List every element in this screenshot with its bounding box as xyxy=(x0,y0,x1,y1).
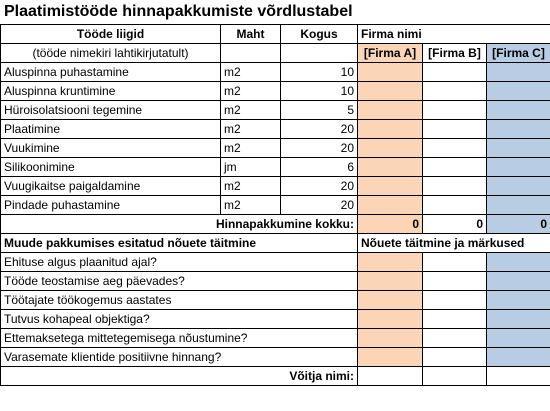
header-work-types-note[interactable]: (tööde nimekiri lahtikirjutatult) xyxy=(1,44,221,63)
quantity-cell[interactable]: 10 xyxy=(281,82,358,101)
firm-b-price-cell[interactable] xyxy=(423,63,487,82)
quantity-cell[interactable]: 20 xyxy=(281,177,358,196)
requirement-firm-c-cell[interactable] xyxy=(487,310,550,329)
quantity-cell[interactable]: 20 xyxy=(281,196,358,215)
totals-row xyxy=(1,215,550,234)
firm-a-price-cell[interactable] xyxy=(358,101,423,120)
unit-cell[interactable]: m2 xyxy=(221,177,281,196)
requirement-firm-c-cell[interactable] xyxy=(487,329,550,348)
requirement-label[interactable]: Tutvus kohapeal objektiga? xyxy=(1,310,358,329)
firm-a-price-cell[interactable] xyxy=(358,177,423,196)
requirement-row xyxy=(1,291,550,310)
work-row xyxy=(1,101,550,120)
firm-c-price-cell[interactable] xyxy=(487,177,550,196)
unit-cell[interactable]: m2 xyxy=(221,82,281,101)
quantity-cell[interactable]: 10 xyxy=(281,63,358,82)
requirement-label[interactable]: Ettemaksetega mittetegemisega nõustumine? xyxy=(1,329,358,348)
work-name-cell[interactable]: Aluspinna puhastamine xyxy=(1,63,221,82)
work-row xyxy=(1,82,550,101)
firm-a-price-cell[interactable] xyxy=(358,196,423,215)
requirement-firm-a-cell[interactable] xyxy=(358,348,423,367)
header-work-types[interactable]: Tööde liigid xyxy=(1,25,221,44)
firm-c-price-cell[interactable] xyxy=(487,158,550,177)
requirement-label[interactable]: Ehituse algus plaanitud ajal? xyxy=(1,253,358,272)
unit-cell[interactable]: m2 xyxy=(221,196,281,215)
firm-a-price-cell[interactable] xyxy=(358,82,423,101)
firm-c-price-cell[interactable] xyxy=(487,63,550,82)
firm-b-price-cell[interactable] xyxy=(423,82,487,101)
work-name-cell[interactable]: Pindade puhastamine xyxy=(1,196,221,215)
requirement-row xyxy=(1,310,550,329)
firm-c-price-cell[interactable] xyxy=(487,101,550,120)
firm-a-price-cell[interactable] xyxy=(358,63,423,82)
firm-b-price-cell[interactable] xyxy=(423,177,487,196)
requirement-firm-c-cell[interactable] xyxy=(487,291,550,310)
total-firm-a[interactable]: 0 xyxy=(358,215,423,234)
winner-label[interactable]: Võitja nimi: xyxy=(1,367,358,386)
requirement-label[interactable]: Tööde teostamise aeg päevades? xyxy=(1,272,358,291)
firm-b-price-cell[interactable] xyxy=(423,101,487,120)
requirement-row xyxy=(1,272,550,291)
work-row xyxy=(1,177,550,196)
requirement-firm-a-cell[interactable] xyxy=(358,272,423,291)
requirements-header-left[interactable]: Muude pakkumises esitatud nõuete täitmine xyxy=(1,234,358,253)
comparison-table xyxy=(0,24,550,386)
requirement-firm-a-cell[interactable] xyxy=(358,310,423,329)
winner-firm-a-cell[interactable] xyxy=(358,367,423,386)
work-row xyxy=(1,120,550,139)
winner-row xyxy=(1,367,550,386)
unit-cell[interactable]: m2 xyxy=(221,139,281,158)
firm-b-price-cell[interactable] xyxy=(423,196,487,215)
work-row xyxy=(1,139,550,158)
work-row xyxy=(1,63,550,82)
requirements-header-row xyxy=(1,234,550,253)
requirement-firm-b-cell[interactable] xyxy=(423,291,487,310)
header-unit[interactable]: Maht xyxy=(221,25,281,44)
requirement-firm-a-cell[interactable] xyxy=(358,329,423,348)
work-row xyxy=(1,158,550,177)
quantity-cell[interactable]: 20 xyxy=(281,139,358,158)
requirement-firm-b-cell[interactable] xyxy=(423,272,487,291)
requirement-row xyxy=(1,329,550,348)
header-unit-empty[interactable] xyxy=(221,44,281,63)
header-firm-c[interactable]: [Firma C] xyxy=(487,44,550,63)
work-name-cell[interactable]: Silikoonimine xyxy=(1,158,221,177)
firm-a-price-cell[interactable] xyxy=(358,139,423,158)
header-firm-a[interactable]: [Firma A] xyxy=(358,44,423,63)
requirement-firm-c-cell[interactable] xyxy=(487,272,550,291)
header-company-name[interactable]: Firma nimi xyxy=(358,25,550,44)
quantity-cell[interactable]: 6 xyxy=(281,158,358,177)
firm-c-price-cell[interactable] xyxy=(487,139,550,158)
work-name-cell[interactable]: Vuukimine xyxy=(1,139,221,158)
work-name-cell[interactable]: Hüroisolatsiooni tegemine xyxy=(1,101,221,120)
firm-c-price-cell[interactable] xyxy=(487,82,550,101)
quantity-cell[interactable]: 5 xyxy=(281,101,358,120)
header-quantity[interactable]: Kogus xyxy=(281,25,358,44)
requirement-row xyxy=(1,348,550,367)
work-name-cell[interactable]: Plaatimine xyxy=(1,120,221,139)
requirements-header-right[interactable]: Nõuete täitmine ja märkused xyxy=(358,234,550,253)
requirement-firm-b-cell[interactable] xyxy=(423,310,487,329)
work-name-cell[interactable]: Vuugikaitse paigaldamine xyxy=(1,177,221,196)
firm-c-price-cell[interactable] xyxy=(487,120,550,139)
requirement-firm-c-cell[interactable] xyxy=(487,348,550,367)
firm-b-price-cell[interactable] xyxy=(423,139,487,158)
header-quantity-empty[interactable] xyxy=(281,44,358,63)
totals-label[interactable]: Hinnapakkumine kokku: xyxy=(1,215,358,234)
page-title: Plaatimistööde hinnapakkumiste võrdlustabel xyxy=(4,3,353,20)
winner-firm-c-cell[interactable] xyxy=(487,367,550,386)
total-firm-c[interactable]: 0 xyxy=(487,215,550,234)
quantity-cell[interactable]: 20 xyxy=(281,120,358,139)
firm-a-price-cell[interactable] xyxy=(358,158,423,177)
work-name-cell[interactable]: Aluspinna kruntimine xyxy=(1,82,221,101)
header-row-2 xyxy=(1,44,550,63)
requirement-label[interactable]: Töötajate töökogemus aastates xyxy=(1,291,358,310)
total-firm-b[interactable]: 0 xyxy=(423,215,487,234)
header-firm-b[interactable]: [Firma B] xyxy=(423,44,487,63)
header-row-1 xyxy=(1,25,550,44)
unit-cell[interactable]: jm xyxy=(221,158,281,177)
requirement-firm-a-cell[interactable] xyxy=(358,291,423,310)
firm-c-price-cell[interactable] xyxy=(487,196,550,215)
requirement-firm-a-cell[interactable] xyxy=(358,253,423,272)
requirement-firm-b-cell[interactable] xyxy=(423,348,487,367)
requirement-label[interactable]: Varasemate klientide positiivne hinnang? xyxy=(1,348,358,367)
firm-a-price-cell[interactable] xyxy=(358,120,423,139)
firm-b-price-cell[interactable] xyxy=(423,120,487,139)
requirement-row xyxy=(1,253,550,272)
requirement-firm-b-cell[interactable] xyxy=(423,329,487,348)
requirement-firm-c-cell[interactable] xyxy=(487,253,550,272)
firm-b-price-cell[interactable] xyxy=(423,158,487,177)
requirement-firm-b-cell[interactable] xyxy=(423,253,487,272)
unit-cell[interactable]: m2 xyxy=(221,63,281,82)
work-row xyxy=(1,196,550,215)
unit-cell[interactable]: m2 xyxy=(221,120,281,139)
unit-cell[interactable]: m2 xyxy=(221,101,281,120)
winner-firm-b-cell[interactable] xyxy=(423,367,487,386)
